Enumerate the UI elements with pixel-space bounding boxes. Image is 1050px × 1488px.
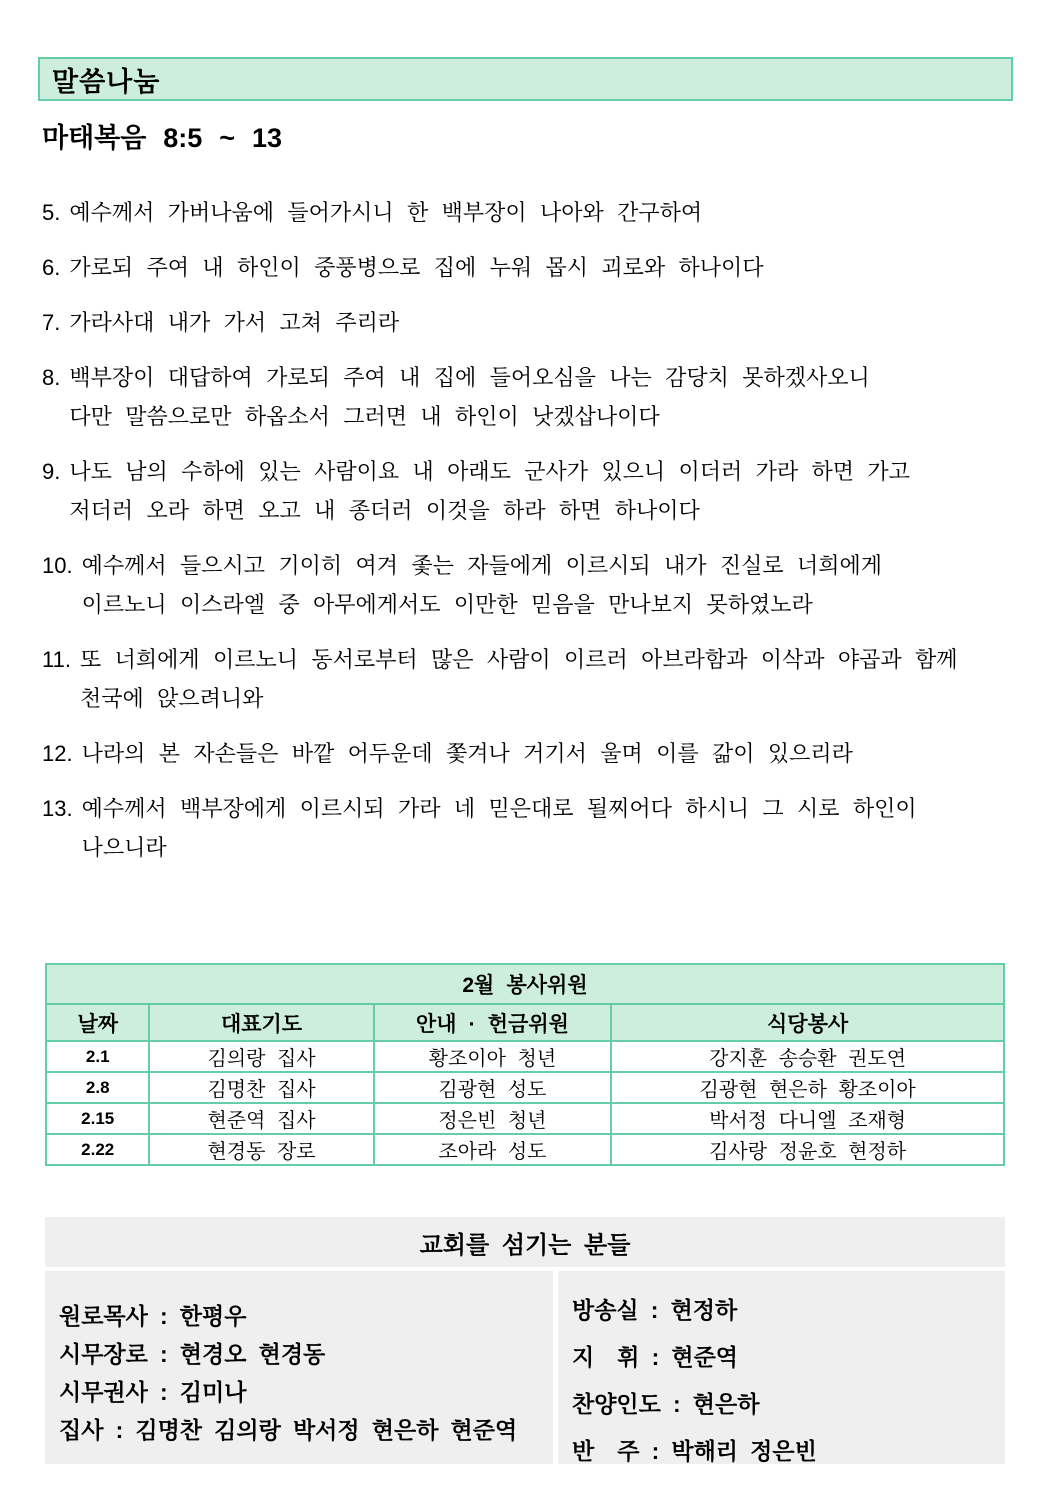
verse-number: 7. xyxy=(42,310,61,335)
cell-cafeteria: 김광현 현은하 황조이아 xyxy=(611,1072,1004,1103)
col-header-date: 날짜 xyxy=(46,1004,149,1041)
verse-line: 가로되 주여 내 하인이 중풍병으로 집에 누워 몹시 괴로와 하나이다 xyxy=(69,255,764,280)
servant-line: 반 주 : 박해리 정은빈 xyxy=(572,1438,817,1464)
table-row xyxy=(46,1134,1004,1165)
verse-line: 천국에 앉으려니와 xyxy=(79,686,264,711)
verse-7 xyxy=(42,303,1008,342)
verse-5 xyxy=(42,193,1008,232)
verse-number: 5. xyxy=(42,200,61,225)
servant-line: 시무권사 : 김미나 xyxy=(59,1379,247,1405)
verse-6 xyxy=(42,248,1008,287)
section-title: 말씀나눔 xyxy=(52,66,161,97)
verse-line: 또 너희에게 이르노니 동서로부터 많은 사람이 이르러 아브라함과 이삭과 야곱과 함께 xyxy=(79,647,958,672)
cell-prayer: 현준역 집사 xyxy=(149,1103,373,1134)
servant-line: 방송실 : 현정하 xyxy=(572,1297,738,1323)
col-header-usher: 안내 · 헌금위원 xyxy=(374,1004,612,1041)
verse-line: 다만 말씀으로만 하옵소서 그러면 내 하인이 낫겠삽나이다 xyxy=(69,404,660,429)
verse-number: 11. xyxy=(42,647,71,672)
servants-right-cell xyxy=(558,1271,1005,1464)
verse-number: 10. xyxy=(42,553,73,578)
verse-line: 백부장이 대답하여 가로되 주여 내 집에 들어오심을 나는 감당치 못하겠사오니 xyxy=(69,365,870,390)
section-header-bar xyxy=(38,57,1013,101)
servants-body xyxy=(45,1271,1005,1464)
scripture-reference: 마태복음 8:5 ~ 13 xyxy=(42,123,283,153)
cell-usher: 정은빈 청년 xyxy=(374,1103,612,1134)
verse-8 xyxy=(42,358,1008,436)
servant-line: 지 휘 : 현준역 xyxy=(572,1344,739,1370)
cell-usher: 황조이아 청년 xyxy=(374,1041,612,1072)
cell-cafeteria: 강지훈 송승환 권도연 xyxy=(611,1041,1004,1072)
cell-usher: 조아라 성도 xyxy=(374,1134,612,1165)
table-row xyxy=(46,1041,1004,1072)
verse-12 xyxy=(42,734,1008,773)
service-committee-table xyxy=(45,963,1005,1166)
cell-prayer: 김의랑 집사 xyxy=(149,1041,373,1072)
verse-number: 13. xyxy=(42,796,73,821)
table-title-row xyxy=(46,964,1004,1004)
servant-line: 찬양인도 : 현은하 xyxy=(572,1391,760,1417)
verse-10 xyxy=(42,546,1008,624)
cell-usher: 김광현 성도 xyxy=(374,1072,612,1103)
servants-title: 교회를 섬기는 분들 xyxy=(45,1217,1005,1267)
verse-list xyxy=(42,193,1008,867)
cell-date: 2.1 xyxy=(46,1041,149,1072)
table-row xyxy=(46,1072,1004,1103)
cell-date: 2.8 xyxy=(46,1072,149,1103)
cell-prayer: 김명찬 집사 xyxy=(149,1072,373,1103)
table-header-row xyxy=(46,1004,1004,1041)
cell-date: 2.22 xyxy=(46,1134,149,1165)
col-header-prayer: 대표기도 xyxy=(149,1004,373,1041)
verse-13 xyxy=(42,789,1008,867)
verse-11 xyxy=(42,640,1008,718)
table-title: 2월 봉사위원 xyxy=(46,964,1004,1004)
servants-section xyxy=(45,1217,1005,1464)
cell-cafeteria: 박서정 다니엘 조재형 xyxy=(611,1103,1004,1134)
table-row xyxy=(46,1103,1004,1134)
col-header-cafeteria: 식당봉사 xyxy=(611,1004,1004,1041)
verse-9 xyxy=(42,452,1008,530)
verse-line: 나으니라 xyxy=(81,835,167,860)
cell-date: 2.15 xyxy=(46,1103,149,1134)
verse-line: 저더러 오라 하면 오고 내 종더러 이것을 하라 하면 하나이다 xyxy=(69,498,700,523)
verse-line: 예수께서 백부장에게 이르시되 가라 네 믿은대로 될찌어다 하시니 그 시로 하인이 xyxy=(81,796,917,821)
verse-number: 8. xyxy=(42,365,61,390)
verse-line: 예수께서 가버나움에 들어가시니 한 백부장이 나아와 간구하여 xyxy=(69,200,703,225)
verse-line: 나도 남의 수하에 있는 사람이요 내 아래도 군사가 있으니 이더러 가라 하면 가고 xyxy=(69,459,910,484)
verse-line: 나라의 본 자손들은 바깥 어두운데 쫓겨나 거기서 울며 이를 갊이 있으리라 xyxy=(81,741,853,766)
servant-line: 원로목사 : 한평우 xyxy=(59,1303,247,1329)
verse-number: 12. xyxy=(42,741,73,766)
servant-line: 집사 : 김명찬 김의랑 박서정 현은하 현준역 xyxy=(59,1417,518,1443)
servant-line: 시무장로 : 현경오 현경동 xyxy=(59,1341,326,1367)
cell-cafeteria: 김사랑 정윤호 현정하 xyxy=(611,1134,1004,1165)
verse-number: 6. xyxy=(42,255,61,280)
cell-prayer: 현경동 장로 xyxy=(149,1134,373,1165)
verse-line: 이르노니 이스라엘 중 아무에게서도 이만한 믿음을 만나보지 못하였노라 xyxy=(81,592,813,617)
verse-number: 9. xyxy=(42,459,61,484)
servants-left-cell xyxy=(45,1271,553,1464)
verse-line: 예수께서 들으시고 기이히 여겨 좇는 자들에게 이르시되 내가 진실로 너희에게 xyxy=(81,553,883,578)
verse-line: 가라사대 내가 가서 고쳐 주리라 xyxy=(69,310,400,335)
